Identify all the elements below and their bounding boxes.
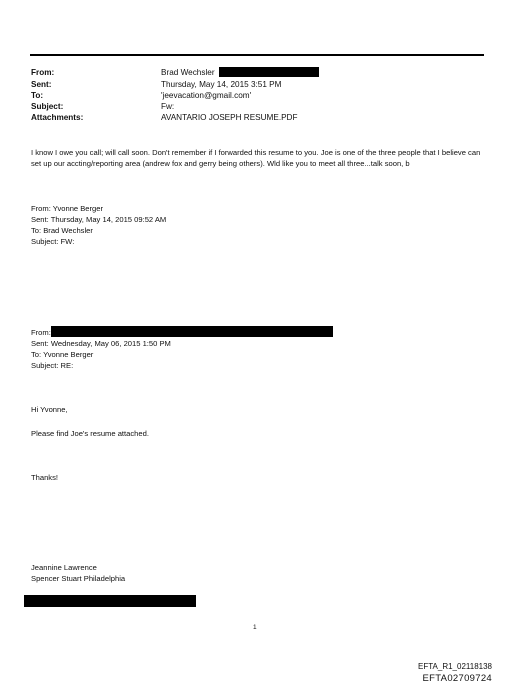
signature-name: Jeannine Lawrence (31, 563, 97, 572)
from-label: From: (31, 68, 55, 77)
redaction-bar (51, 326, 333, 337)
to-label: To: (31, 91, 44, 100)
fwd2-from-label: From: (31, 328, 51, 337)
fwd2-subject: Subject: RE: (31, 361, 74, 370)
fwd2-from (31, 326, 333, 338)
closing: Thanks! (31, 473, 59, 482)
footer-id-2: EFTA02709724 (422, 673, 492, 684)
resume-line: Please find Joe's resume attached. (31, 429, 149, 438)
fwd2-to: To: Yvonne Berger (31, 350, 94, 359)
greeting: Hi Yvonne, (31, 405, 68, 414)
from-value (161, 67, 319, 79)
message-body: I know I owe you call; will call soon. Don't remember if I forwarded this resume to you. Joe is one of the three people that I believe can set up our accting/reporting area (andrew fox and gerry being others). Wld like you to meet all three...talk soon, b (31, 148, 481, 168)
to-value: 'jeevacation@gmail.com' (161, 91, 252, 100)
redaction-bar (24, 595, 196, 607)
fwd1-from: From: Yvonne Berger (31, 204, 104, 213)
from-name: Brad Wechsler (161, 68, 215, 77)
page-number: 1 (253, 624, 257, 631)
subject-value: Fw: (161, 102, 175, 111)
subject-label: Subject: (31, 102, 64, 111)
signature-org: Spencer Stuart Philadelphia (31, 574, 126, 583)
footer-id-1: EFTA_R1_02118138 (418, 662, 492, 671)
fwd2-sent: Sent: Wednesday, May 06, 2015 1:50 PM (31, 339, 171, 348)
header-rule (30, 54, 484, 56)
fwd1-subject: Subject: FW: (31, 237, 75, 246)
redaction-bar (219, 67, 319, 77)
fwd1-sent: Sent: Thursday, May 14, 2015 09:52 AM (31, 215, 167, 224)
attachments-label: Attachments: (31, 113, 84, 122)
fwd1-to: To: Brad Wechsler (31, 226, 93, 235)
attachments-value: AVANTARIO JOSEPH RESUME.PDF (161, 113, 298, 122)
sent-value: Thursday, May 14, 2015 3:51 PM (161, 80, 282, 89)
sent-label: Sent: (31, 80, 52, 89)
